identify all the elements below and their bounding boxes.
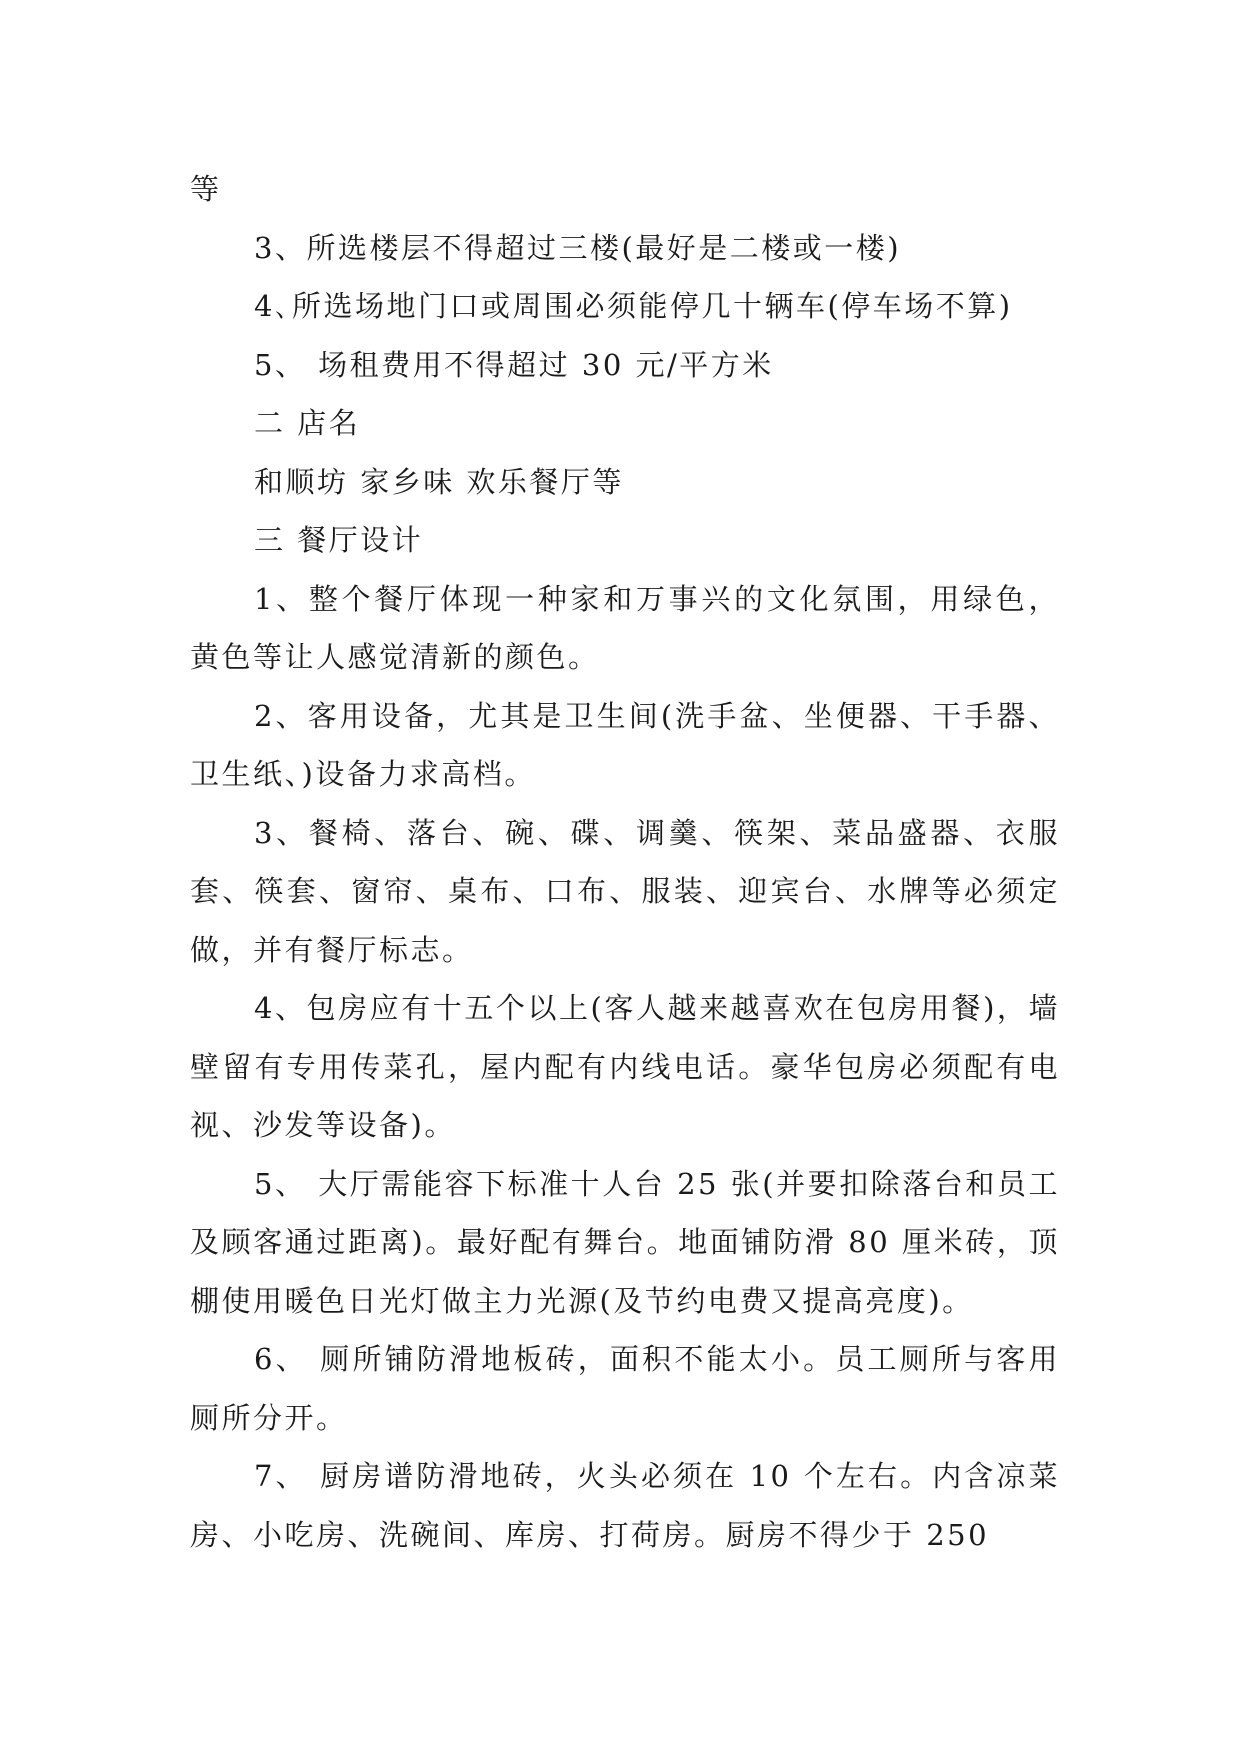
paragraph-design-atmosphere: 1、整个餐厅体现一种家和万事兴的文化氛围，用绿色，黄色等让人感觉清新的颜色。	[190, 581, 1060, 674]
paragraph-rent-requirement: 5、 场租费用不得超过 30 元/平方米	[254, 347, 774, 382]
paragraph-design-guest-equipment: 2、客用设备，尤其是卫生间(洗手盆、坐便器、干手器、卫生纸、)设备力求高档。	[190, 698, 1060, 791]
paragraph-store-names: 和顺坊 家乡味 欢乐餐厅等	[254, 464, 624, 499]
section-heading-restaurant-design: 三 餐厅设计	[254, 523, 424, 557]
paragraph-parking-requirement: 4､所选场地门口或周围必须能停几十辆车(停车场不算)	[254, 289, 1013, 323]
paragraph-floor-requirement: 3、所选楼层不得超过三楼(最好是二楼或一楼)	[254, 230, 902, 265]
paragraph-design-hall: 5、 大厅需能容下标准十人台 25 张(并要扣除落台和员工及顾客通过距离)。最好配有舞台。地面铺防滑 80 厘米砖，顶棚使用暖色日光灯做主力光源(及节约电费又提高亮度)。	[190, 1166, 1060, 1318]
paragraph-continuation: 等	[190, 172, 222, 206]
paragraph-design-restrooms: 6、 厕所铺防滑地板砖，面积不能太小。员工厕所与客用厕所分开。	[190, 1342, 1060, 1435]
paragraph-design-private-rooms: 4、包房应有十五个以上(客人越来越喜欢在包房用餐)，墙壁留有专用传菜孔，屋内配有内线电话。豪华包房必须配有电视、沙发等设备)。	[190, 991, 1060, 1142]
document-body	[190, 160, 1060, 1564]
paragraph-design-kitchen: 7、 厨房谱防滑地砖，火头必须在 10 个左右。内含凉菜房、小吃房、洗碗间、库房、打荷房。厨房不得少于 250	[190, 1459, 1060, 1552]
section-heading-store-name: 二 店名	[254, 406, 361, 440]
paragraph-design-tableware: 3、餐椅、落台、碗、碟、调羹、筷架、菜品盛器、衣服套、筷套、窗帘、桌布、口布、服装、迎宾台、水牌等必须定做，并有餐厅标志。	[190, 815, 1060, 967]
